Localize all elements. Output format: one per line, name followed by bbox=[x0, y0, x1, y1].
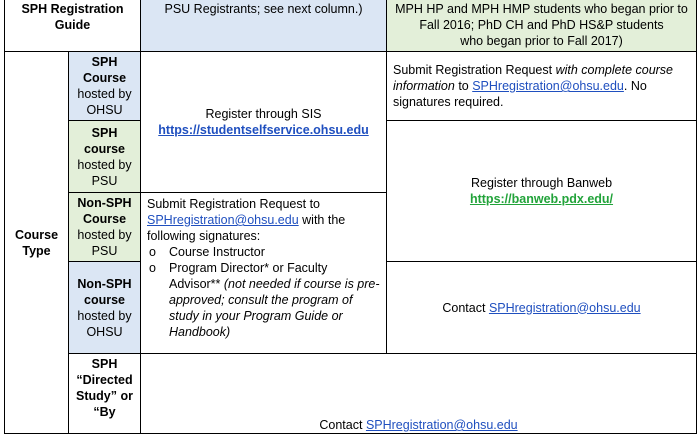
row-label-nonsph-ohsu bbox=[69, 262, 141, 354]
contact-bottom-email-link[interactable]: SPHregistration@ohsu.edu bbox=[365, 418, 518, 432]
signature-note: (not needed if course is pre-approved; consult the program of study in your Program Guide or Handbook) bbox=[169, 277, 380, 339]
signature-course-instructor: Course Instructor bbox=[169, 245, 265, 259]
banweb-text: Register through Banweb bbox=[470, 176, 613, 190]
registration-guide-table bbox=[4, 0, 697, 434]
row-label-line: Non-SPH bbox=[77, 196, 132, 210]
nonsph-intro2: with the following signatures: bbox=[147, 213, 346, 243]
nonsph-email-link[interactable]: SPHregistration@ohsu.edu bbox=[147, 213, 299, 227]
sis-cell bbox=[141, 52, 387, 193]
signature-item bbox=[147, 260, 380, 340]
row-label-line: SPH bbox=[91, 125, 118, 140]
row-label-directed-study bbox=[69, 354, 141, 434]
contact-text: Contact bbox=[442, 300, 489, 315]
row-label-line: “Directed bbox=[76, 373, 133, 387]
ohsu-submit-italic: with complete course information bbox=[393, 63, 674, 93]
row-sph-ohsu bbox=[5, 52, 697, 121]
header-right-line3: who began prior to Fall 2017) bbox=[460, 34, 623, 48]
row-label-sph-ohsu bbox=[69, 52, 141, 121]
row-label-line: hosted by bbox=[77, 87, 132, 101]
row-label-line: SPH bbox=[91, 55, 118, 69]
ohsu-submit-text1: Submit Registration Request bbox=[393, 63, 556, 77]
row-label-line: PSU bbox=[91, 173, 118, 188]
signature-program-director: Program Director* or Faculty Advisor** bbox=[169, 261, 328, 291]
row-label-line: Course bbox=[82, 212, 127, 226]
row-label-line: course bbox=[84, 292, 125, 307]
row-label-sph-psu bbox=[69, 121, 141, 193]
row-label-line: hosted by bbox=[77, 228, 132, 242]
row-label-line: PSU bbox=[91, 244, 118, 258]
contact-email-link[interactable]: SPHregistration@ohsu.edu bbox=[488, 300, 641, 315]
row-label-line: Course bbox=[82, 71, 127, 85]
row-label-line: Non-SPH bbox=[77, 276, 132, 291]
header-right-note bbox=[387, 0, 697, 52]
header-right-line1: MPH HP and MPH HMP students who began prior to bbox=[395, 2, 688, 16]
course-type-label: Course Type bbox=[5, 52, 69, 434]
ohsu-submit-text2: to bbox=[454, 79, 473, 93]
nonsph-intro: Submit Registration Request to bbox=[147, 197, 321, 211]
ohsu-submit-email-link[interactable]: SPHregistration@ohsu.edu bbox=[472, 79, 624, 93]
signature-item bbox=[147, 244, 380, 260]
header-mid-note bbox=[141, 0, 387, 52]
header-right-line2: Fall 2016; PhD CH and PhD HS&P students bbox=[419, 18, 664, 32]
guide-title: SPH Registration Guide bbox=[5, 0, 141, 52]
banweb-link[interactable]: https://banweb.pdx.edu/ bbox=[469, 192, 614, 206]
row-sph-directed-study bbox=[5, 354, 697, 434]
header-row bbox=[5, 0, 697, 52]
ohsu-submit-text3: . No signatures required. bbox=[393, 79, 647, 109]
header-mid-text: PSU Registrants; see next column.) bbox=[164, 2, 363, 16]
signature-list bbox=[147, 244, 380, 340]
row-label-line: hosted by bbox=[77, 157, 132, 172]
contact-bottom-cell bbox=[141, 354, 697, 434]
row-label-line: course bbox=[84, 141, 125, 156]
row-label-line: SPH bbox=[91, 357, 118, 371]
row-label-line: OHSU bbox=[86, 103, 123, 117]
row-label-line: OHSU bbox=[86, 324, 123, 339]
banweb-cell bbox=[387, 121, 697, 262]
sis-link[interactable]: https://studentselfservice.ohsu.edu bbox=[158, 123, 369, 137]
row-label-line: Study” or bbox=[76, 389, 133, 403]
row-label-nonsph-psu bbox=[69, 193, 141, 262]
ohsu-submit-cell bbox=[387, 52, 697, 121]
row-label-line: “By bbox=[93, 405, 116, 419]
nonsph-cell bbox=[141, 193, 387, 354]
row-label-line: hosted by bbox=[77, 308, 132, 323]
contact-cell bbox=[387, 262, 697, 354]
sis-text: Register through SIS bbox=[205, 107, 322, 121]
contact-bottom-text: Contact bbox=[319, 418, 366, 432]
